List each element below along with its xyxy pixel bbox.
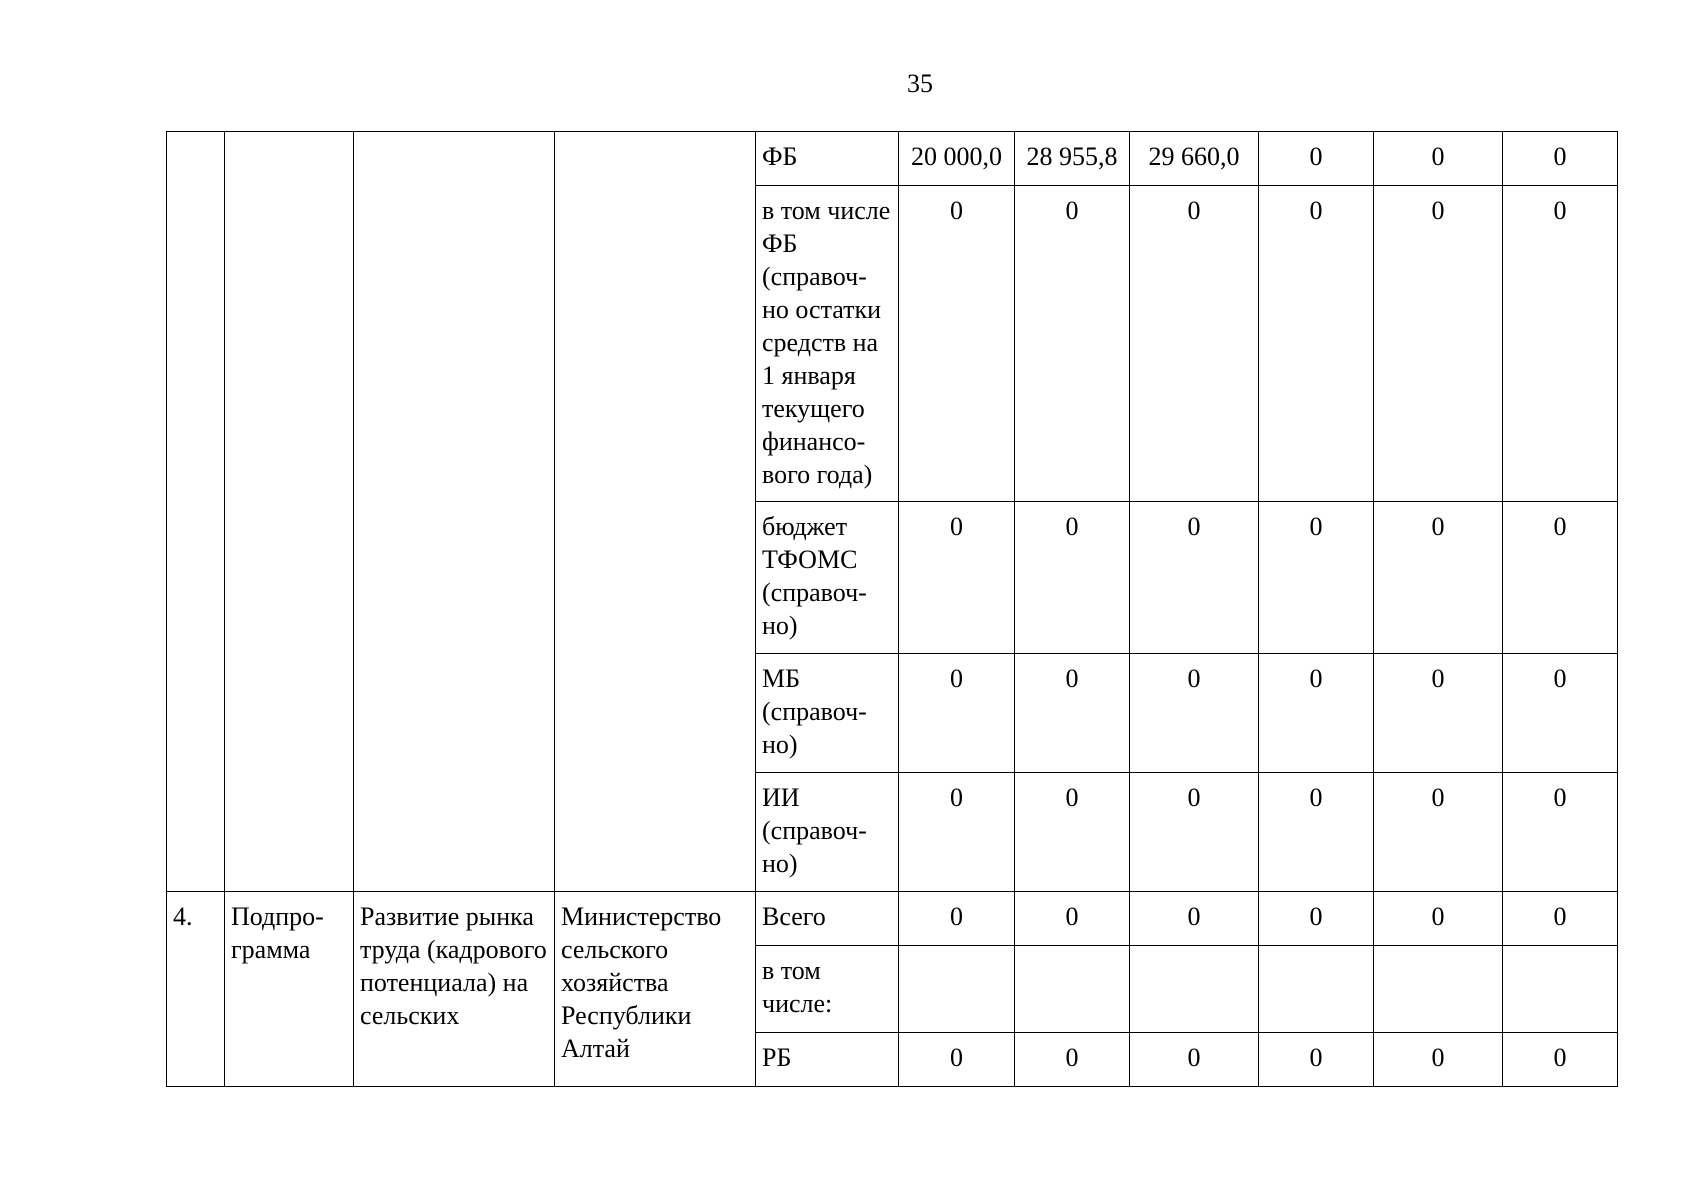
item-type-cell: Подпро-грамма	[225, 892, 354, 1087]
value-cell: 0	[1374, 1033, 1503, 1087]
value-cell: 0	[1259, 132, 1374, 186]
value-cell	[899, 946, 1015, 1033]
value-cell: 0	[1130, 892, 1259, 946]
table-row	[167, 892, 1618, 946]
empty-cell	[354, 132, 555, 892]
funding-source-cell: в том числе ФБ (справоч-но остатки средств на 1 января текущего финансо-вого года)	[756, 186, 899, 502]
empty-cell	[555, 132, 756, 892]
value-cell: 0	[1503, 654, 1618, 773]
value-cell: 0	[899, 1033, 1015, 1087]
funding-source-cell: бюджет ТФОМС (справоч-но)	[756, 502, 899, 654]
value-cell	[1503, 946, 1618, 1033]
value-cell: 0	[1015, 773, 1130, 892]
value-cell: 0	[1374, 186, 1503, 502]
page-number: 35	[907, 69, 933, 98]
funding-table	[166, 131, 1618, 1087]
value-cell: 0	[899, 654, 1015, 773]
value-cell: 0	[899, 892, 1015, 946]
value-cell: 0	[1374, 892, 1503, 946]
value-cell: 0	[1374, 773, 1503, 892]
value-cell: 0	[1130, 773, 1259, 892]
funding-source-cell: ИИ (справоч-но)	[756, 773, 899, 892]
value-cell: 0	[1015, 502, 1130, 654]
value-cell: 0	[1259, 654, 1374, 773]
value-cell: 0	[1503, 132, 1618, 186]
funding-source-cell: МБ (справоч-но)	[756, 654, 899, 773]
value-cell: 29 660,0	[1130, 132, 1259, 186]
value-cell: 0	[1374, 502, 1503, 654]
table-row	[167, 132, 1618, 186]
funding-source-cell: Всего	[756, 892, 899, 946]
empty-cell	[167, 132, 225, 892]
value-cell: 0	[1015, 654, 1130, 773]
value-cell	[1015, 946, 1130, 1033]
value-cell	[1374, 946, 1503, 1033]
item-number-cell: 4.	[167, 892, 225, 1087]
value-cell: 0	[1374, 132, 1503, 186]
funding-source-cell: РБ	[756, 1033, 899, 1087]
value-cell: 28 955,8	[1015, 132, 1130, 186]
value-cell: 0	[1503, 1033, 1618, 1087]
value-cell	[1259, 946, 1374, 1033]
value-cell: 0	[899, 502, 1015, 654]
value-cell: 0	[1130, 502, 1259, 654]
value-cell: 0	[1259, 1033, 1374, 1087]
empty-cell	[225, 132, 354, 892]
value-cell: 0	[1259, 892, 1374, 946]
funding-source-cell: в том числе:	[756, 946, 899, 1033]
value-cell: 0	[1503, 186, 1618, 502]
value-cell	[1130, 946, 1259, 1033]
value-cell: 0	[899, 773, 1015, 892]
value-cell: 0	[1374, 654, 1503, 773]
value-cell: 0	[899, 186, 1015, 502]
value-cell: 0	[1259, 186, 1374, 502]
item-name-cell: Развитие рынка труда (кадрового потенциала) на сельских	[354, 892, 555, 1087]
value-cell: 20 000,0	[899, 132, 1015, 186]
value-cell: 0	[1015, 892, 1130, 946]
value-cell: 0	[1015, 186, 1130, 502]
value-cell: 0	[1503, 892, 1618, 946]
item-executor-cell: Министерство сельского хозяйства Республики Алтай	[555, 892, 756, 1087]
value-cell: 0	[1130, 654, 1259, 773]
value-cell: 0	[1130, 186, 1259, 502]
value-cell: 0	[1503, 773, 1618, 892]
value-cell: 0	[1259, 773, 1374, 892]
value-cell: 0	[1503, 502, 1618, 654]
value-cell: 0	[1130, 1033, 1259, 1087]
value-cell: 0	[1259, 502, 1374, 654]
value-cell: 0	[1015, 1033, 1130, 1087]
funding-source-cell: ФБ	[756, 132, 899, 186]
